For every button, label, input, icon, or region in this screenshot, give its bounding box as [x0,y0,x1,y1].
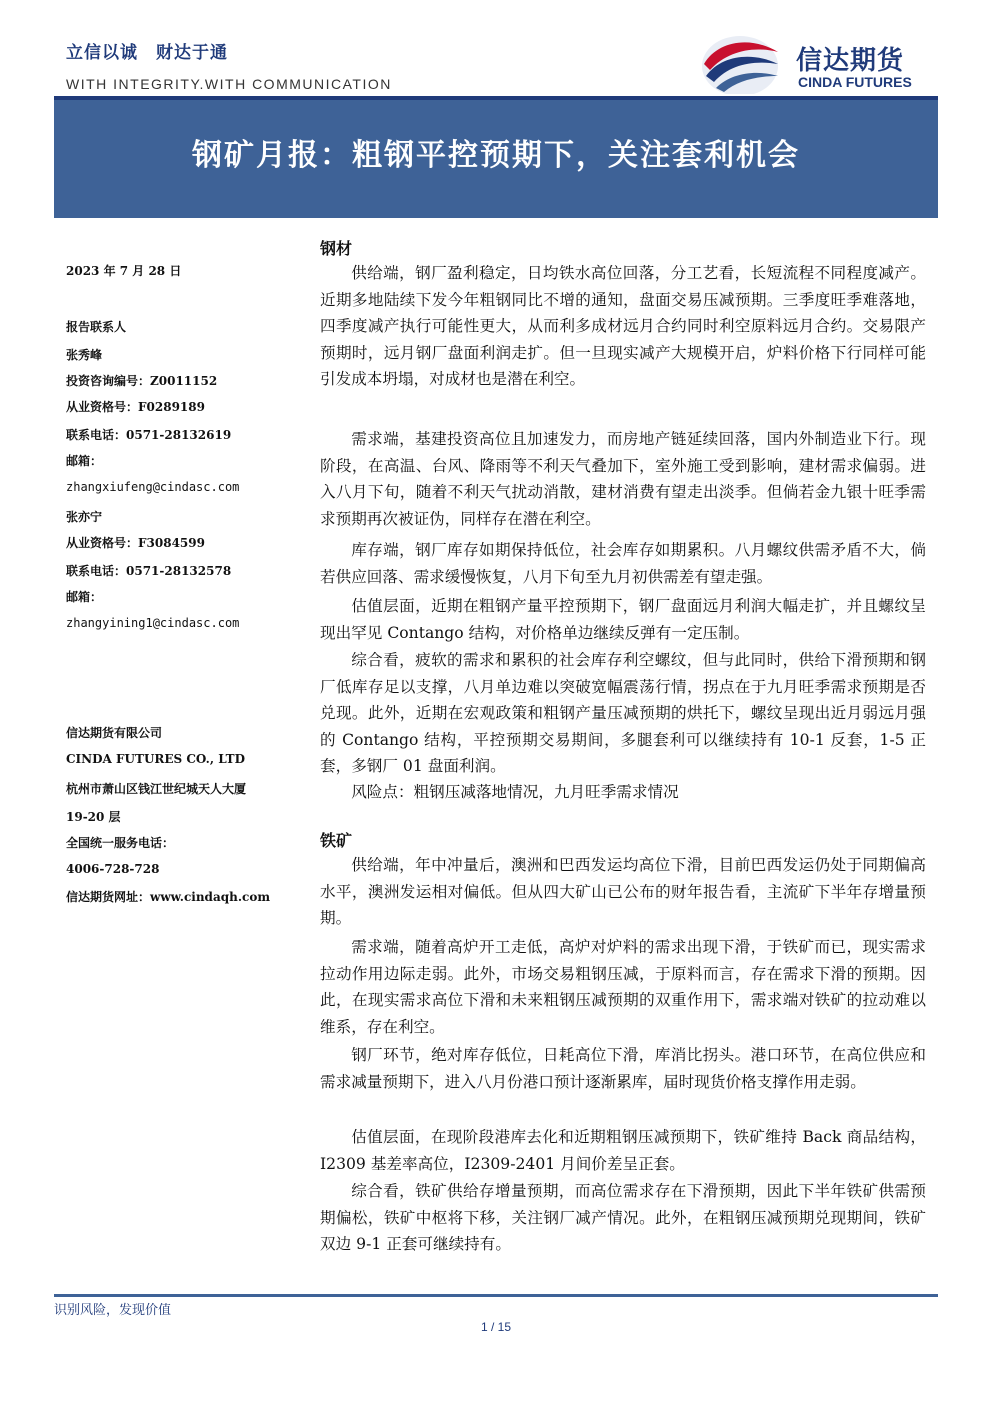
email-link[interactable]: zhangxiufeng@cindasc.com [66,480,240,494]
steel-inventory-paragraph: 库存端，钢厂库存如期保持低位，社会库存如期累积。八月螺纹供需矛盾不大，倘若供应回落、需求缓慢恢复，八月下旬至九月初供需差有望走强。 [320,541,926,586]
footer-rule [54,1294,938,1297]
consult-number: 投资咨询编号：Z0011152 [66,374,218,388]
company-name-en: CINDA FUTURES CO., LTD [66,752,245,766]
address-line-2: 19-20 层 [66,810,121,824]
ore-inventory-paragraph: 钢厂环节，绝对库存低位，日耗高位下滑，库消比拐头。港口环节，在高位供应和需求减量预期下，进入八月份港口预计逐渐累库，届时现货价格支撑作用走弱。 [320,1046,926,1091]
logo-name-en: CINDA FUTURES [798,74,912,90]
footer-tagline: 识别风险，发现价值 [54,1303,172,1318]
section-title-steel: 钢材 [320,239,353,258]
hotline-label: 全国统一服务电话： [66,836,175,850]
page-number: 1 / 15 [480,1320,512,1334]
report-date: 2023 年 7 月 28 日 [66,264,182,278]
logo-name-cn: 信达期货 [796,46,905,76]
steel-summary-paragraph: 综合看，疲软的需求和累积的社会库存利空螺纹，但与此同时，供给下滑预期和钢厂低库存足以支撑，八月单边难以突破宽幅震荡行情，拐点在于九月旺季需求预期是否兑现。此外，近期在宏观政策和粗钢产量压减预期的烘托下，螺纹呈现出近月弱远月强的 Contango 结构，平控预期交易期间，多腿套利可以继续持有 10-1 反套，1-5 正套，多钢厂 01 盘面利润。 [320,651,926,776]
steel-valuation-paragraph: 估值层面，近期在粗钢产量平控预期下，钢厂盘面远月利润大幅走扩，并且螺纹呈现出罕见 Contango 结构，对价格单边继续反弹有一定压制。 [320,597,926,642]
ore-valuation-paragraph: 估值层面，在现阶段港库去化和近期粗钢压减预期下，铁矿维持 Back 商品结构，I2309 基差率高位，I2309-2401 月间价差呈正套。 [320,1128,926,1173]
slogan: 立信以诚 财达于通 [66,43,228,63]
analyst-name: 张亦宁 [66,510,103,524]
report-title: 钢矿月报：粗钢平控预期下，关注套利机会 [192,138,800,173]
ore-supply-paragraph: 供给端，年中冲量后，澳洲和巴西发运均高位下滑，目前巴西发运仍处于同期偏高水平，澳洲发运相对偏低。但从四大矿山已公布的财年报告看，主流矿下半年存增量预期。 [320,856,926,928]
steel-demand-paragraph: 需求端，基建投资高位且加速发力，而房地产链延续回落，国内外制造业下行。现阶段，在高温、台风、降雨等不利天气叠加下，室外施工受到影响，建材需求偏弱。进入八月下旬，随着不利天气扰动消散，建材消费有望走出淡季。但倘若金九银十旺季需求预期再次被证伪，同样存在潜在利空。 [320,430,926,528]
ore-demand-paragraph: 需求端，随着高炉开工走低，高炉对炉料的需求出现下滑，于铁矿而已，现实需求拉动作用边际走弱。此外，市场交易粗钢压减，于原料而言，存在需求下滑的预期。因此，在现实需求高位下滑和未来粗钢压减预期的双重作用下，需求端对铁矿的拉动难以维系，存在利空。 [320,938,926,1036]
qualification-number: 从业资格号：F0289189 [66,400,205,414]
email-label: 邮箱： [66,590,103,604]
analyst-name: 张秀峰 [66,348,103,362]
email-link[interactable]: zhangyining1@cindasc.com [66,616,240,630]
phone: 联系电话：0571-28132578 [66,564,232,578]
hotline-number: 4006-728-728 [66,862,160,876]
section-title-iron-ore: 铁矿 [320,831,353,850]
email-label: 邮箱： [66,454,103,468]
slogan-en: WITH INTEGRITY.WITH COMMUNICATION [66,76,392,92]
steel-risk-paragraph: 风险点：粗钢压减落地情况，九月旺季需求情况 [351,783,679,801]
website-link[interactable]: 信达期货网址：www.cindaqh.com [66,890,271,904]
qualification-number: 从业资格号：F3084599 [66,536,205,550]
address-line-1: 杭州市萧山区钱江世纪城天人大厦 [66,782,247,796]
steel-supply-paragraph: 供给端，钢厂盈利稳定，日均铁水高位回落，分工艺看，长短流程不同程度减产。近期多地陆续下发今年粗钢同比不增的通知，盘面交易压减预期。三季度旺季难落地，四季度减产执行可能性更大，从而利多成材远月合约同时利空原料远月合约。交易限产预期时，远月钢厂盘面利润走扩。但一旦现实减产大规模开启，炉料价格下行同样可能引发成本坍塌，对成材也是潜在利空。 [320,264,926,389]
phone: 联系电话：0571-28132619 [66,428,232,442]
company-name-cn: 信达期货有限公司 [66,726,163,740]
contact-label: 报告联系人 [66,320,127,334]
ore-summary-paragraph: 综合看，铁矿供给存增量预期，而高位需求存在下滑预期，因此下半年铁矿供需预期偏松，铁矿中枢将下移，关注钢厂减产情况。此外，在粗钢压减预期兑现期间，铁矿双边 9-1 正套可继续持有。 [320,1182,926,1254]
